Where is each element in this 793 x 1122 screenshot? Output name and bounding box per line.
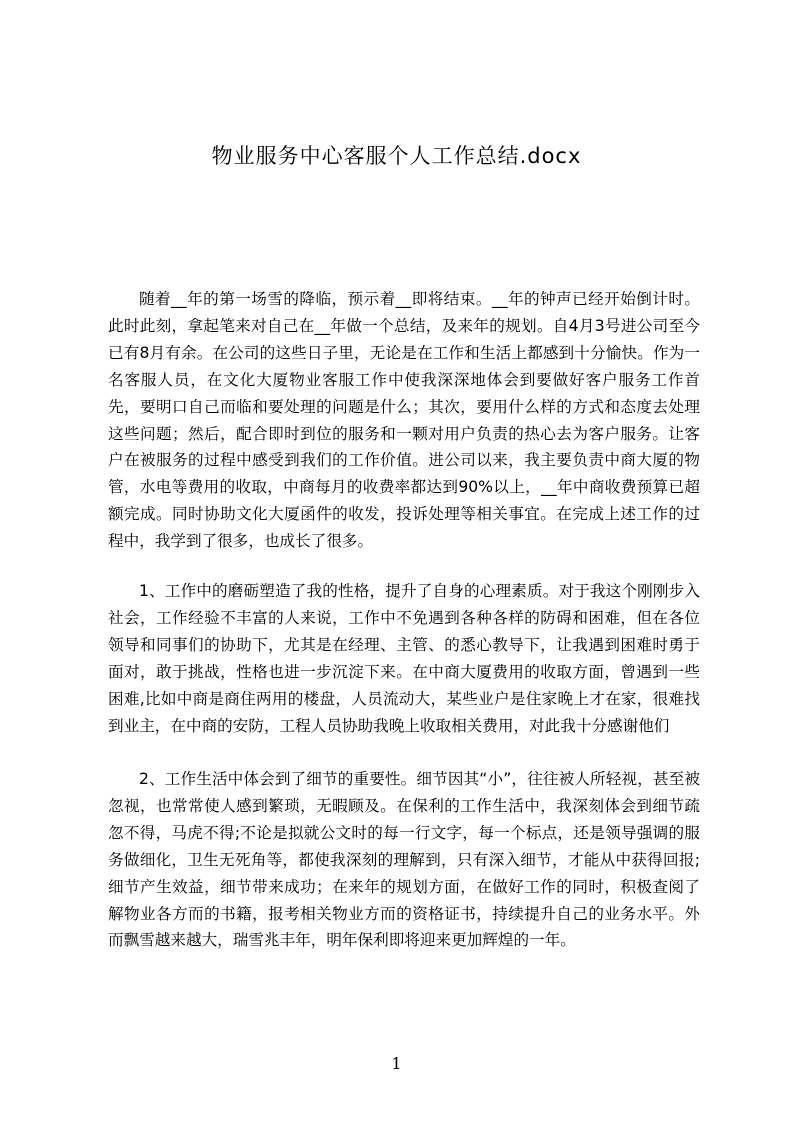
page-number: 1	[391, 1054, 402, 1073]
paragraph-intro: 随着__年的第一场雪的降临，预示着__即将结束。__年的钟声已经开始倒计时。此时此刻，拿起笔来对自己在__年做一个总结，及来年的规划。自4月3号进公司至今已有8月有余。在公司的这些日子里，无论是在工作和生活上都感到十分愉快。作为一名客服人员，在文化大厦物业客服工作中使我深深地体会到要做好客户服务工作首先，要明口自己而临和要处理的问题是什么；其次，要用什么样的方式和态度去处理这些问题；然后，配合即时到位的服务和一颗对用户负责的热心去为客户服务。让客户在被服务的过程中感受到我们的工作价值。进公司以来，我主要负责中商大厦的物管，水电等费用的收取，中商每月的收费率都达到90%以上，__年中商收费预算已超额完成。同时协助文化大厦函件的收发，投诉处理等相关事宜。在完成上述工作的过程中，我学到了很多，也成长了很多。	[108, 290, 700, 551]
paragraph-section-2: 2、工作生活中体会到了细节的重要性。细节因其“小”，往往被人所轻视，甚至被忽视，也常常使人感到繁琐，无暇顾及。在保利的工作生活中，我深刻体会到细节疏忽不得，马虎不得;不论是拟就公文时的每一行文字，每一个标点，还是领导强调的服务做细化，卫生无死角等，都使我深刻的理解到，只有深入细节，才能从中获得回报;细节产生效益，细节带来成功；在来年的规划方面，在做好工作的同时，积极查阅了解物业各方而的书籍，报考相关物业方而的资格证书，持续提升自己的业务水平。外而飘雪越来越大，瑞雪兆丰年，明年保利即将迎来更加辉煌的一年。	[108, 770, 700, 950]
paragraph-section-1: 1、工作中的磨砺塑造了我的性格，提升了自身的心理素质。对于我这个刚刚步入社会，工作经验不丰富的人来说，工作中不免遇到各种各样的防碍和困难，但在各位领导和同事们的协助下，尤其是在经理、主管、的悉心教导下，让我遇到困难时勇于面对，敢于挑战，性格也进一步沉淀下来。在中商大厦费用的收取方面，曾遇到一些困难,比如中商是商住两用的楼盘，人员流动大，某些业户是住家晚上才在家，很难找到业主，在中商的安防，工程人员协助我晚上收取相关费用，对此我十分感谢他们	[108, 582, 700, 735]
document-title: 物业服务中心客服个人工作总结.docx	[211, 144, 582, 168]
